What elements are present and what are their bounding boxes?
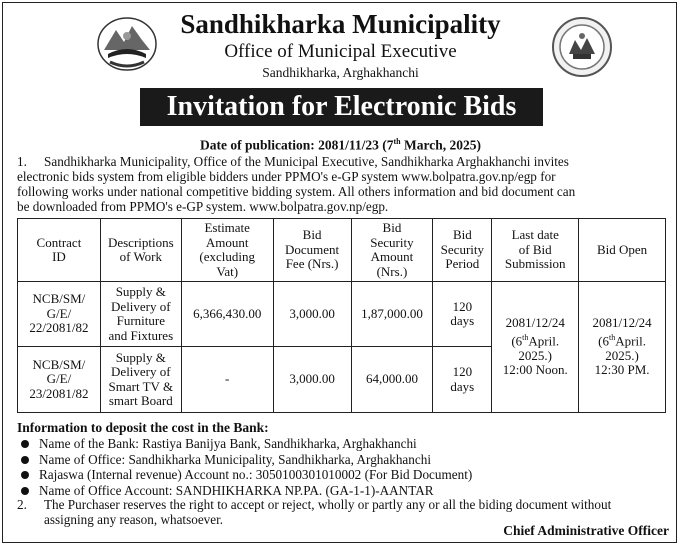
estimate-amount: - [181,347,273,413]
notice-line-2: electronic bids system from eligible bidders under PPMO's e-GP system www.bolpatra.gov.np/egp for [17,169,556,184]
security-amount: 1,87,000.00 [351,282,433,347]
bid-open-date: 2081/12/24 (6thApril. 2025.) 12:30 PM. [579,282,666,413]
bank-info-title: Information to deposit the cost in the Bank: [17,420,269,435]
work-description: Supply & Delivery of Furniture and Fixtures [100,282,181,347]
security-period: 120 days [433,282,492,347]
header-last-date: Last date of Bid Submission [492,219,579,282]
security-period: 120 days [433,347,492,413]
clause-number-1: 1. [17,154,27,169]
work-description: Supply & Delivery of Smart TV & smart Board [100,347,181,413]
bank-info-list [17,436,472,498]
signatory: Chief Administrative Officer [503,523,669,538]
header-fee: Bid Document Fee (Nrs.) [273,219,351,282]
office-address: Sandhikharka, Arghakhanchi [262,65,419,80]
office-name: Office of Municipal Executive [224,41,457,62]
bid-table [17,218,666,413]
list-item: Name of the Bank: Rastiya Banijya Bank, Sandhikharka, Arghakhanchi [17,436,472,452]
header-period: Bid Security Period [433,219,492,282]
list-item: Name of Office: Sandhikharka Municipality, Sandhikharka, Arghakhanchi [17,452,472,468]
table-row [18,282,666,347]
org-name: Sandhikharka Municipality [180,9,501,39]
notice-line-1: Sandhikharka Municipality, Office of the Municipal Executive, Sandhikharka Arghakhanchi invites [44,154,569,169]
header-bid-open: Bid Open [579,219,666,282]
list-item: Rajaswa (Internal revenue) Account no.: 3050100301010002 (For Bid Document) [17,467,472,483]
security-amount: 64,000.00 [351,347,433,413]
notice-line-4: be downloaded from PPMO's e-GP system. www.bolpatra.gov.np/egp. [17,199,389,214]
estimate-amount: 6,366,430.00 [181,282,273,347]
document-fee: 3,000.00 [273,282,351,347]
header-estimate: Estimate Amount (excluding Vat) [181,219,273,282]
contract-id: NCB/SM/ G/E/ 23/2081/82 [18,347,101,413]
publication-date: Date of publication: 2081/11/23 (7th March, 2025) [199,137,481,153]
clause-number-2: 2. [17,497,27,512]
document-fee: 3,000.00 [273,347,351,413]
title-banner: Invitation for Electronic Bids [140,88,543,126]
clause-2-line-1: The Purchaser reserves the right to accept or reject, wholly or partly any or all the biding document without [44,497,612,512]
notice-line-3: following works under national competitive bidding system. All others information and bid document can [17,184,576,199]
last-submission-date: 2081/12/24 (6thApril. 2025.) 12:00 Noon. [492,282,579,413]
header-contract-id: Contract ID [18,219,101,282]
contract-id: NCB/SM/ G/E/ 22/2081/82 [18,282,101,347]
header-description: Descriptions of Work [100,219,181,282]
clause-2-line-2: assigning any reason, whatsoever. [44,512,224,527]
table-header-row [18,219,666,282]
header-security: Bid Security Amount (Nrs.) [351,219,433,282]
list-item: Name of Office Account: SANDHIKHARKA NP.PA. (GA-1-1)-AANTAR [17,483,472,499]
